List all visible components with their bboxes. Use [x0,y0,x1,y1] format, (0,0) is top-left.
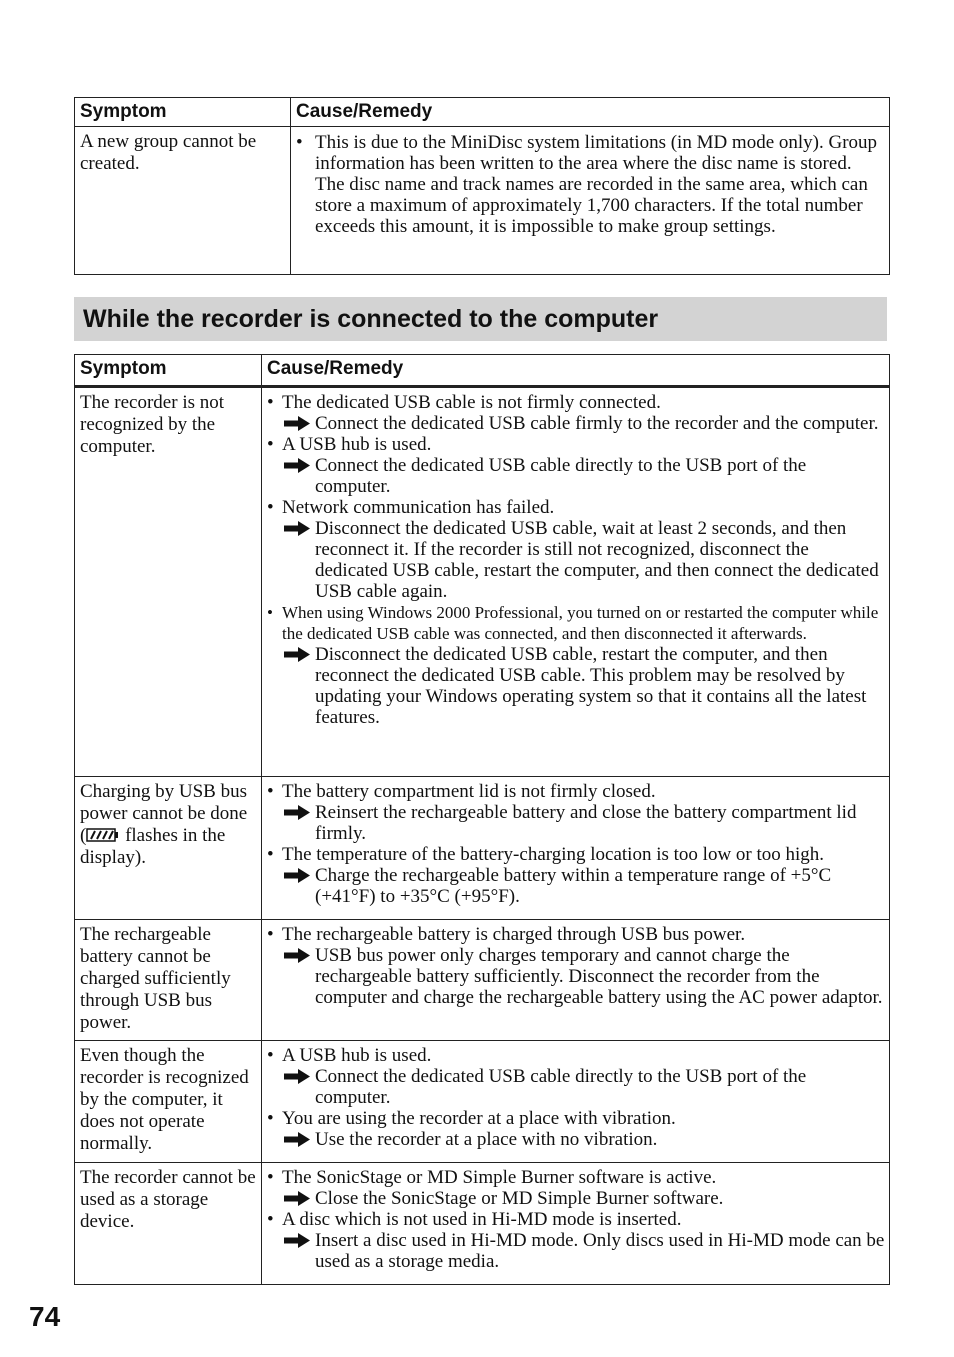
cause-text: • This is due to the MiniDisc system limitations (in MD mode only). Group information has been written to the area where the disc name is stored. The disc name and track names are recorded in the same area, which can store a maximum of approximately 1,700 characters. If the total number exceeds this amount, it is impossible to make group settings. [296,132,885,237]
table-row [75,387,890,777]
cause-text: • A disc which is not used in Hi-MD mode is inserted. [267,1209,885,1230]
battery-icon [86,827,120,843]
cause-text: • When using Windows 2000 Professional, you turned on or restarted the computer while the dedicated USB cable was connected, and then disconnected it afterwards. [267,602,885,644]
right-arrow-icon [283,520,311,537]
cause-text: • A USB hub is used. [267,1045,885,1066]
remedy-cell [262,1041,890,1163]
symptom-cell: The recorder is not recognized by the computer. [75,387,262,777]
remedy-item [267,644,885,728]
cause-text: • The battery compartment lid is not firmly closed. [267,781,885,802]
cause-text: • The SonicStage or MD Simple Burner software is active. [267,1167,885,1188]
remedy-text: USB bus power only charges temporary and cannot charge the rechargeable battery sufficiently. Disconnect the recorder from the computer and charge the rechargeable battery using the AC power adaptor. [315,945,883,1008]
remedy-cell [262,920,890,1041]
remedy-item [267,518,885,602]
symptom-text-end: flashes in the display). [80,825,226,868]
connection-table [74,354,890,1285]
symptom-text-start: Charging by USB bus power cannot be done ( [80,781,248,846]
remedy-cell [262,777,890,920]
cause-remedy-header: Cause/Remedy [291,98,890,127]
right-arrow-icon [283,457,311,474]
table-row [75,920,890,1041]
table-header-row [75,98,890,127]
symptom-header: Symptom [75,355,262,387]
right-arrow-icon [283,867,311,884]
right-arrow-icon [283,1232,311,1249]
remedy-text: Reinsert the rechargeable battery and close the battery compartment lid firmly. [315,802,857,844]
remedy-text: Disconnect the dedicated USB cable, wait at least 2 seconds, and then reconnect it. If the recorder is still not recognized, disconnect the dedicated USB cable, restart the computer, and then connect the dedicated USB cable again. [315,518,879,602]
remedy-text: Insert a disc used in Hi-MD mode. Only discs used in Hi-MD mode can be used as a storage media. [315,1230,885,1272]
table-header-row [75,355,890,387]
right-arrow-icon [283,1068,311,1085]
remedy-text: Connect the dedicated USB cable directly to the USB port of the computer. [315,455,807,497]
remedy-cell [262,387,890,777]
symptom-header: Symptom [75,98,291,127]
table-row [75,1163,890,1285]
remedy-item [267,865,885,907]
remedy-item [267,1129,885,1150]
cause-text: • A USB hub is used. [267,434,885,455]
group-table [74,97,890,275]
symptom-cell: A new group cannot be created. [75,127,291,275]
right-arrow-icon [283,1190,311,1207]
cause-text: • The dedicated USB cable is not firmly connected. [267,392,885,413]
cause-text: • The rechargeable battery is charged through USB bus power. [267,924,885,945]
remedy-item [267,802,885,844]
remedy-text: Connect the dedicated USB cable firmly to the recorder and the computer. [315,413,879,434]
remedy-item [267,945,885,1008]
symptom-cell [75,777,262,920]
remedy-cell [291,127,890,275]
cause-remedy-header: Cause/Remedy [262,355,890,387]
remedy-text: Connect the dedicated USB cable directly to the USB port of the computer. [315,1066,807,1108]
right-arrow-icon [283,947,311,964]
remedy-cell [262,1163,890,1285]
remedy-item [267,413,885,434]
remedy-text: Close the SonicStage or MD Simple Burner software. [315,1188,724,1209]
table-row [75,777,890,920]
right-arrow-icon [283,804,311,821]
symptom-cell: The recorder cannot be used as a storage device. [75,1163,262,1285]
remedy-text: Charge the rechargeable battery within a temperature range of +5°C (+41°F) to +35°C (+95°F). [315,865,832,907]
remedy-text: Disconnect the dedicated USB cable, restart the computer, and then reconnect the dedicated USB cable. This problem may be resolved by updating your Windows operating system so that it contains all the latest features. [315,644,867,728]
symptom-cell: The rechargeable battery cannot be charged sufficiently through USB bus power. [75,920,262,1041]
cause-text: • You are using the recorder at a place with vibration. [267,1108,885,1129]
right-arrow-icon [283,646,311,663]
page-number: 74 [29,1301,61,1332]
remedy-text: Use the recorder at a place with no vibration. [315,1129,658,1150]
right-arrow-icon [283,1131,311,1148]
cause-text: • The temperature of the battery-charging location is too low or too high. [267,844,885,865]
right-arrow-icon [283,415,311,432]
table-row [75,1041,890,1163]
symptom-cell: Even though the recorder is recognized by the computer, it does not operate normally. [75,1041,262,1163]
section-heading: While the recorder is connected to the computer [74,297,887,341]
remedy-item [267,1066,885,1108]
remedy-item [267,1188,885,1209]
remedy-item [267,1230,885,1272]
remedy-item [267,455,885,497]
table-row [75,127,890,275]
cause-text: • Network communication has failed. [267,497,885,518]
